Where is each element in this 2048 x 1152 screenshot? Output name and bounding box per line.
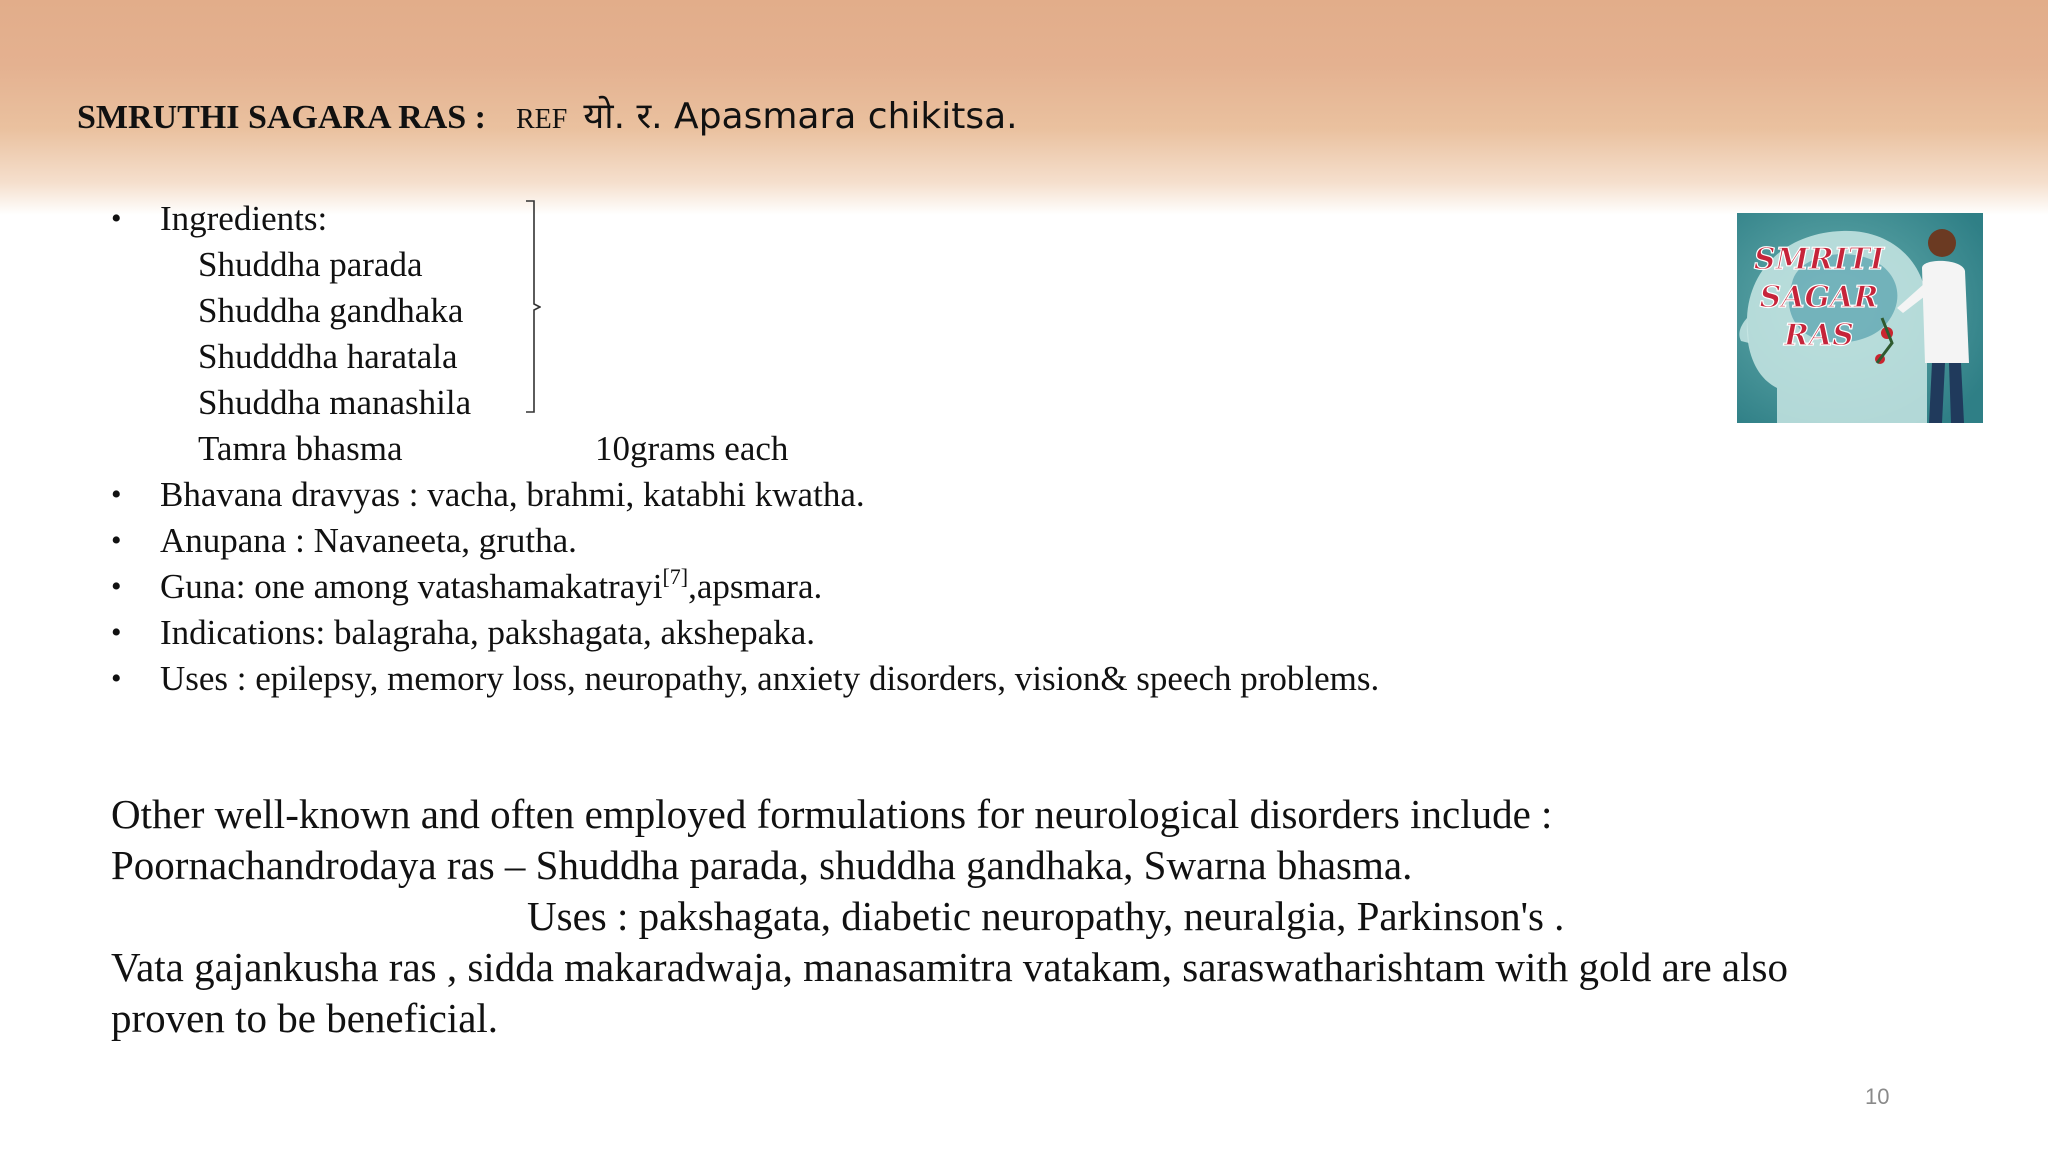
thumb-word-2: SAGAR [1759, 280, 1879, 315]
ingredient-quantity: 10grams each [595, 429, 789, 468]
smriti-sagar-ras-thumbnail [1737, 213, 1983, 423]
ref-label: REF [516, 104, 568, 135]
thumb-word-1: SMRITI [1753, 242, 1885, 277]
bullet-indications: Indications: balagraha, pakshagata, akshepaka. [160, 613, 816, 652]
bullet-anupana: Anupana : Navaneeta, grutha. [160, 521, 577, 560]
bullet-bhavana: Bhavana dravyas : vacha, brahmi, katabhi kwatha. [160, 475, 865, 514]
poornachandrodaya-uses: Uses : pakshagata, diabetic neuropathy, neuralgia, Parkinson's . [527, 893, 1565, 939]
ingredient-item: Shudddha haratala [198, 337, 458, 376]
thumb-word-3: RAS [1784, 318, 1854, 353]
ingredient-item: Shuddha manashila [198, 383, 472, 422]
ingredient-item: Shuddha parada [198, 245, 423, 284]
bullet-marker: • [111, 616, 122, 649]
ingredients-heading: Ingredients: [160, 199, 328, 238]
poornachandrodaya-line: Poornachandrodaya ras – Shuddha parada, shuddha gandhaka, Swarna bhasma. [111, 842, 1413, 888]
ref-source: यो. र. Apasmara chikitsa. [583, 96, 1018, 137]
ingredient-item: Tamra bhasma [198, 429, 403, 468]
closing-line-1: Vata gajankusha ras , sidda makaradwaja, manasamitra vatakam, saraswatharishtam with gold are also [111, 944, 1788, 990]
grouping-bracket [525, 200, 541, 413]
closing-line-2: proven to be beneficial. [111, 995, 499, 1041]
head-profile-with-doctor-illustration-icon [1737, 213, 1983, 423]
bullet-uses: Uses : epilepsy, memory loss, neuropathy, anxiety disorders, vision& speech problems. [160, 659, 1380, 698]
page-number: 10 [1865, 1084, 1890, 1109]
other-formulations-intro: Other well-known and often employed formulations for neurological disorders include : [111, 791, 1553, 837]
slide-title-line [77, 90, 1018, 140]
guna-text: Guna: one among vatashamakatrayi [160, 567, 663, 606]
guna-text-after: ,apsmara. [688, 567, 823, 606]
citation-superscript: [7] [662, 564, 689, 589]
bullet-marker: • [111, 524, 122, 557]
bullet-marker: • [111, 570, 122, 603]
bullet-marker: • [111, 478, 122, 511]
bullet-guna [160, 564, 822, 610]
slide-title: SMRUTHI SAGARA RAS : [77, 99, 486, 136]
bullet-marker: • [111, 202, 122, 235]
bullet-marker: • [111, 662, 122, 695]
ingredient-item: Shuddha gandhaka [198, 291, 464, 330]
